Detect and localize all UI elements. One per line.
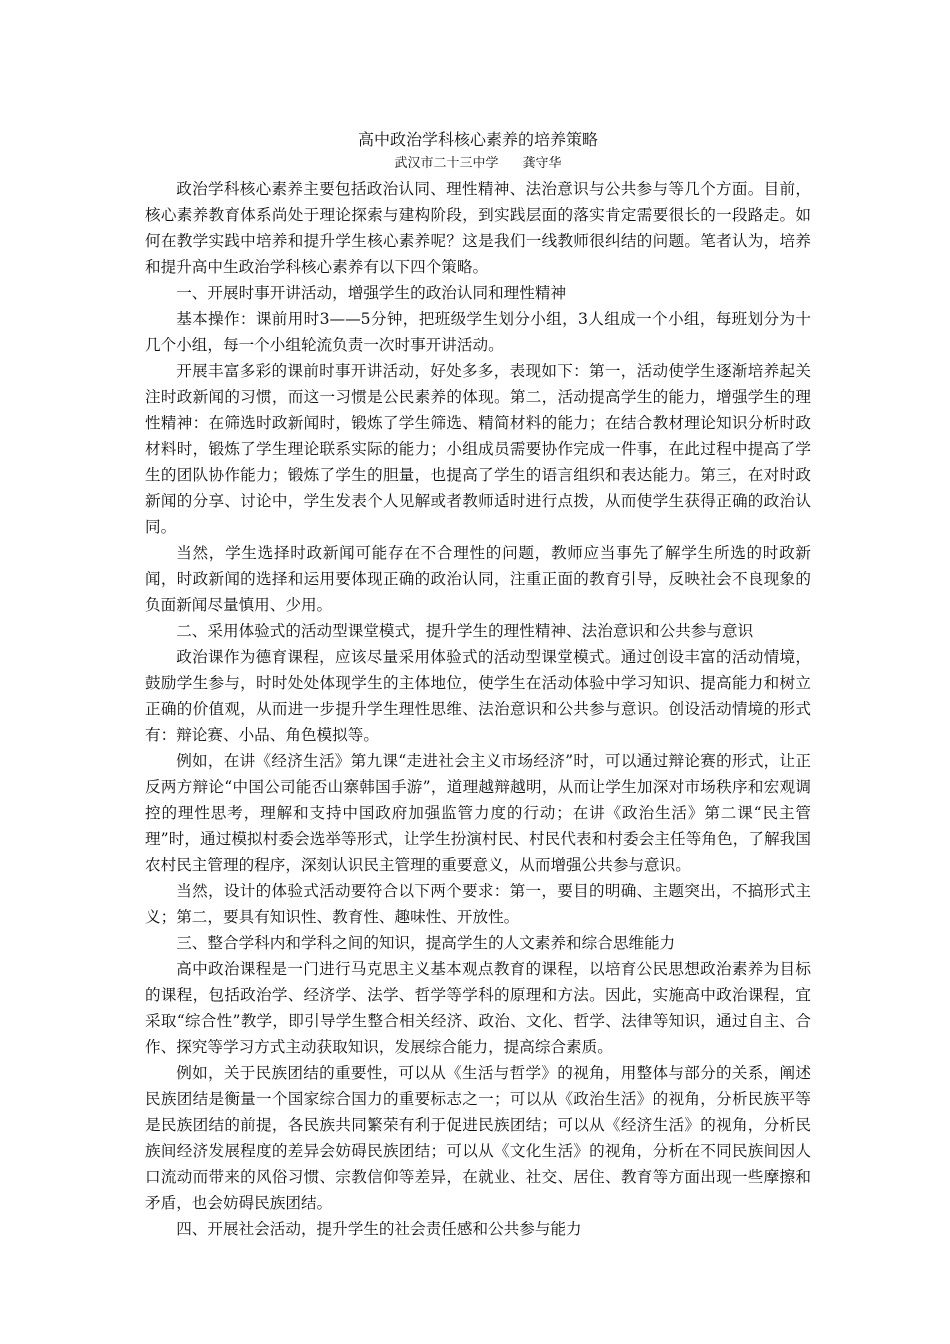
paragraph: 政治课作为德育课程，应该尽量采用体验式的活动型课堂模式。通过创设丰富的活动情境，鼓励学生参与，时时处处体现学生的主体地位，使学生在活动体验中学习知识、提高能力和树立正确的价值观，从而进一步提升学生理性思维、法治意识和公共参与意识。创设活动情境的形式有：辩论赛、小品、角色模拟等。 bbox=[145, 648, 811, 744]
school-name: 武汉市二十三中学 bbox=[394, 156, 499, 171]
paragraph: 基本操作：课前用时3——5分钟，把班级学生划分小组，3人组成一个小组，每班划分为十几个小组，每一个小组轮流负责一次时事开讲活动。 bbox=[145, 310, 811, 354]
document-body bbox=[145, 176, 811, 1242]
document-page bbox=[145, 128, 811, 1242]
section-heading-3: 三、整合学科内和学科之间的知识，提高学生的人文素养和综合思维能力 bbox=[176, 934, 676, 952]
author-byline bbox=[145, 152, 811, 176]
paragraph-intro: 政治学科核心素养主要包括政治认同、理性精神、法治意识与公共参与等几个方面。目前，核心素养教育体系尚处于理论探索与建构阶段，到实践层面的落实肯定需要很长的一段路走。如何在教学实践中培养和提升学生核心素养呢？这是我们一线教师很纠结的问题。笔者认为，培养和提升高中生政治学科核心素养有以下四个策略。 bbox=[145, 180, 811, 276]
section-heading-4: 四、开展社会活动，提升学生的社会责任感和公共参与能力 bbox=[176, 1220, 582, 1238]
document-title: 高中政治学科核心素养的培养策略 bbox=[357, 130, 598, 149]
paragraph: 例如，关于民族团结的重要性，可以从《生活与哲学》的视角，用整体与部分的关系，阐述民族团结是衡量一个国家综合国力的重要标志之一；可以从《政治生活》的视角，分析民族平等是民族团结的前提，各民族共同繁荣有利于促进民族团结；可以从《经济生活》的视角，分析民族间经济发展程度的差异会妨碍民族团结；可以从《文化生活》的视角，分析在不同民族间因人口流动而带来的风俗习惯、宗教信仰等差异，在就业、社交、居住、教育等方面出现一些摩擦和矛盾，也会妨碍民族团结。 bbox=[145, 1064, 811, 1212]
paragraph: 当然，设计的体验式活动要符合以下两个要求：第一，要目的明确、主题突出，不搞形式主义；第二，要具有知识性、教育性、趣味性、开放性。 bbox=[145, 882, 811, 926]
paragraph: 开展丰富多彩的课前时事开讲活动，好处多多，表现如下：第一，活动使学生逐渐培养起关注时政新闻的习惯，而这一习惯是公民素养的体现。第二，活动提高学生的能力，增强学生的理性精神：在筛选时政新闻时，锻炼了学生筛选、精简材料的能力；在结合教材理论知识分析时政材料时，锻炼了学生理论联系实际的能力；小组成员需要协作完成一件事，在此过程中提高了学生的团队协作能力；锻炼了学生的胆量，也提高了学生的语言组织和表达能力。第三，在对时政新闻的分享、讨论中，学生发表个人见解或者教师适时进行点拨，从而使学生获得正确的政治认同。 bbox=[145, 362, 811, 536]
paragraph: 当然，学生选择时政新闻可能存在不合理性的问题，教师应当事先了解学生所选的时政新闻，时政新闻的选择和运用要体现正确的政治认同，注重正面的教育引导，反映社会不良现象的负面新闻尽量慎用、少用。 bbox=[145, 544, 811, 614]
section-heading-1: 一、开展时事开讲活动，增强学生的政治认同和理性精神 bbox=[176, 284, 567, 302]
author-name: 龚守华 bbox=[522, 156, 562, 171]
paragraph: 例如，在讲《经济生活》第九课“走进社会主义市场经济”时，可以通过辩论赛的形式，让正反两方辩论“中国公司能否山寨韩国手游”，道理越辩越明，从而让学生加深对市场秩序和宏观调控的理性思考，理解和支持中国政府加强监管力度的行动；在讲《政治生活》第二课“民主管理”时，通过模拟村委会选举等形式，让学生扮演村民、村民代表和村委会主任等角色，了解我国农村民主管理的程序，深刻认识民主管理的重要意义，从而增强公共参与意识。 bbox=[145, 752, 811, 874]
paragraph: 高中政治课程是一门进行马克思主义基本观点教育的课程，以培育公民思想政治素养为目标的课程，包括政治学、经济学、法学、哲学等学科的原理和方法。因此，实施高中政治课程，宜采取“综合性”教学，即引导学生整合相关经济、政治、文化、哲学、法律等知识，通过自主、合作、探究等学习方式主动获取知识，发展综合能力，提高综合素质。 bbox=[145, 960, 811, 1056]
section-heading-2: 二、采用体验式的活动型课堂模式，提升学生的理性精神、法治意识和公共参与意识 bbox=[176, 622, 754, 640]
